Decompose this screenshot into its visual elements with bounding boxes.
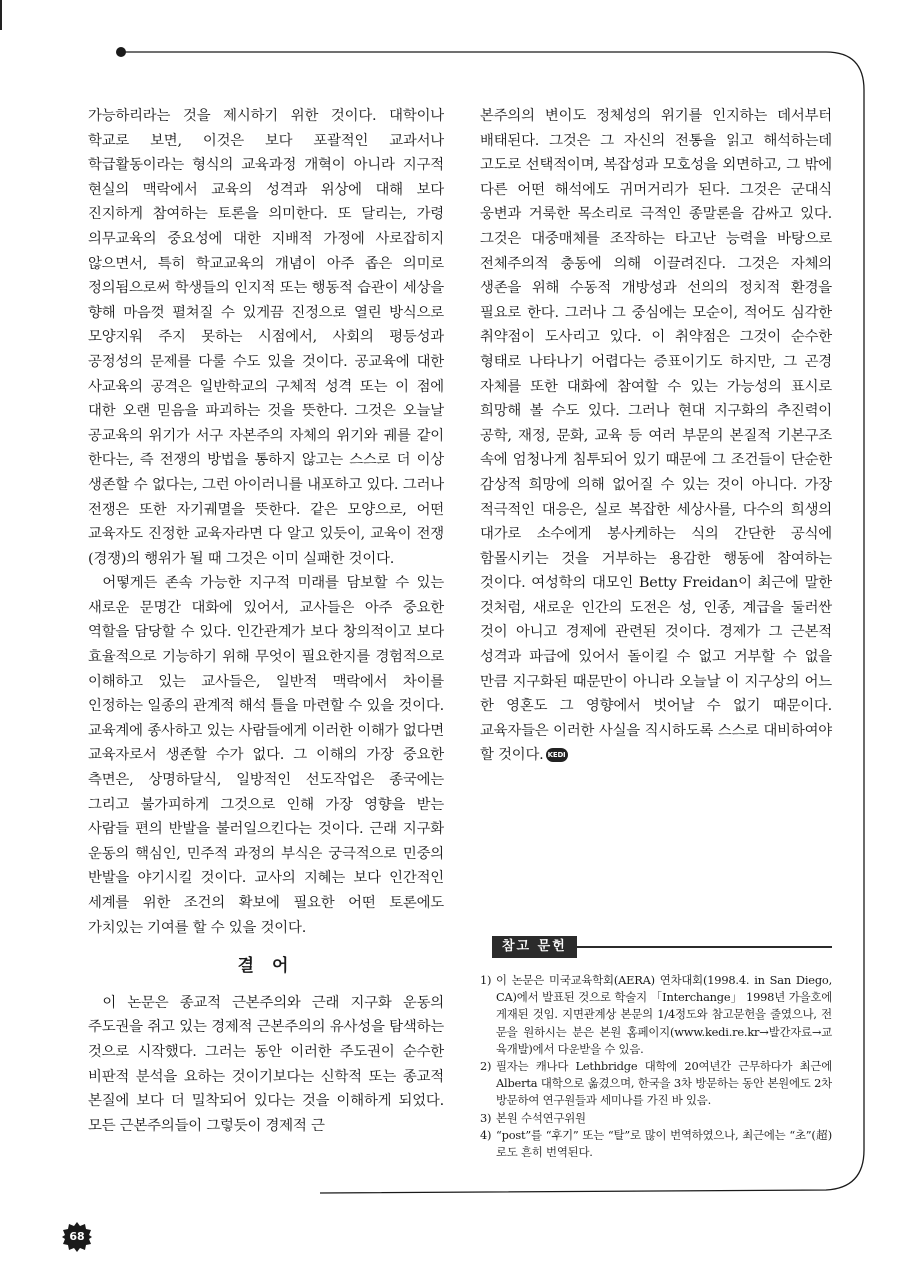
body-paragraph-text: 본주의의 변이도 정체성의 위기를 인지하는 데서부터 배태된다. 그것은 그 자신의 전통을 읽고 해석하는데 고도로 선택적이며, 복잡성과 모호성을 외면하고, 그 밖에 다른 어떤 해석에도 귀머거리가 된다. 그것은 군대식 웅변과 거룩한 목소리로 극적인 종말론을 감싸고 있다. 그것은 대중매체를 조작하는 타고난 능력을 바탕으로 전체주의적 충동에 의해 이끌려진다. 그것은 자체의 생존을 위해 수동적 개방성과 선의의 정치적 환경을 필요로 한다. 그러나 그 중심에는 모순이, 적어도 심각한 취약점이 도사리고 있다. 이 취약점은 그것이 순수한 형태로 나타나기 어렵다는 증표이기도 하지만, 그 곤경 자체를 또한 대화에 참여할 수 있는 가능성의 표시로 희망해 볼 수도 있다. 그러나 현대 지구화의 추진력이 공학, 재정, 문화, 교육 등 여러 부문의 본질적 기본구조 속에 엄청나게 침투되어 있기 때문에 그 조건들이 단순한 감상적 희망에 의해 없어질 수 있는 것이 아니다. 가장 적극적인 대응은, 실로 복잡한 세상사를, 다수의 희생의 대가로 소수에게 봉사케하는 식의 간단한 공식에 함몰시키는 것을 거부하는 용감한 행동에 참여하는 것이다. 여성학의 대모인 Betty Freidan이 최근에 말한 것처럼, 새로운 인간의 도전은 성, 인종, 계급을 둘러싼 것이 아니고 경제에 관련된 것이다. 경제가 그 근본적 성격과 파급에 있어서 돌이킬 수 없고 거부할 수 없을 만큼 지구화된 때문만이 아니라 오늘날 이 지구상의 어느 한 영혼도 그 영향에서 벗어날 수 없기 때문이다. 교육자들은 이러한 사실을 직시하도록 스스로 대비하여야 할 것이다. <box>480 108 832 764</box>
body-paragraph: 이 논문은 종교적 근본주의와 근래 지구화 운동의 주도권을 쥐고 있는 경제적 근본주의의 유사성을 탐색하는 것으로 시작했다. 그러는 동안 이러한 주도권이 순수한 비판적 분석을 요하는 것이기보다는 신학적 또는 종교적 본질에 보다 더 밀착되어 있다는 것을 이해하게 되었다. 모든 근본주의들이 그렇듯이 경제적 근 <box>88 994 444 1134</box>
reference-number: 2) <box>480 1059 492 1074</box>
reference-number: 4) <box>480 1127 492 1142</box>
reference-number: 3) <box>480 1110 492 1125</box>
section-heading-conclusion: 결 어 <box>237 956 295 977</box>
references-header <box>480 936 832 958</box>
reference-item <box>480 1110 832 1127</box>
reference-item <box>480 1058 832 1110</box>
references-title: 참고 문헌 <box>492 936 577 958</box>
body-paragraph: 가능하리라는 것을 제시하기 위한 것이다. 대학이나 학교로 보면, 이것은 보다 포괄적인 교과서나 학급활동이라는 형식의 교육과정 개혁이 아니라 지구적 현실의 맥락에서 교육의 성격과 위상에 대해 보다 진지하게 참여하는 토론을 의미한다. 또 달리는, 가령 의무교육의 중요성에 대한 지배적 가정에 사로잡히지 않으면서, 특히 학교교육의 개념이 아주 좁은 의미로 정의됨으로써 학생들의 인지적 또는 행동적 습관이 세상을 향해 마음껏 펼쳐질 수 있게끔 진정으로 열린 방식으로 모양지워 주지 못하는 시점에서, 사회의 평등성과 공정성의 문제를 다룰 수도 있을 것이다. 공교육에 대한 사교육의 공격은 일반학교의 구체적 성격 또는 이 점에 대한 오랜 믿음을 파괴하는 것을 뜻한다. 그것은 오늘날 공교육의 위기가 서구 자본주의 자체의 위기와 궤를 같이 한다는, 즉 전쟁의 방법을 통하지 않고는 스스로 더 이상 생존할 수 없다는, 그런 아이러니를 내포하고 있다. 그러나 전쟁은 또한 자기궤멸을 뜻한다. 같은 모양으로, 어떤 교육자도 진정한 교육자라면 다 알고 있듯이, 교육이 전쟁(경쟁)의 행위가 될 때 그것은 이미 실패한 것이다. <box>88 108 444 567</box>
right-column <box>480 104 832 768</box>
crop-mark <box>0 0 2 30</box>
body-paragraph <box>480 104 832 768</box>
reference-number: 1) <box>480 973 492 987</box>
references-section <box>480 936 832 1161</box>
body-paragraph: 어떻게든 존속 가능한 지구적 미래를 담보할 수 있는 새로운 문명간 대화에 있어서, 교사들은 아주 중요한 역할을 담당할 수 있다. 인간관계가 보다 창의적이고 보다 효율적으로 기능하기 위해 무엇이 필요한지를 경험적으로 이해하고 있는 교사들은, 일반적 맥락에서 차이를 인정하는 일종의 관계적 해석 틀을 마련할 수 있을 것이다. 교육계에 종사하고 있는 사람들에게 이러한 이해가 없다면 교육자로서 생존할 수가 없다. 그 이해의 가장 중요한 측면은, 상명하달식, 일방적인 선도작업은 종국에는 그리고 불가피하게 그것으로 인해 가장 영향을 받는 사람들 편의 반발을 불러일으킨다는 것이다. 근래 지구화 운동의 핵심인, 민주적 과정의 부식은 궁극적으로 민중의 반발을 야기시킬 것이다. 교사의 지혜는 보다 인간적인 세계를 위한 조건의 확보에 필요한 어떤 토론에도 가치있는 기여를 할 수 있을 것이다. <box>88 575 444 936</box>
page-number: 68 <box>69 1230 85 1243</box>
page-number-badge <box>62 1222 92 1252</box>
reference-item <box>480 972 832 1058</box>
reference-item <box>480 1127 832 1161</box>
end-mark-logo: KEDI <box>546 748 568 762</box>
reference-text: “post”를 “후기” 또는 “탈”로 많이 번역하였으나, 최근에는 “초”(超)로도 흔히 번역된다. <box>496 1127 832 1160</box>
left-column <box>88 104 444 1138</box>
reference-text: 필자는 캐나다 Lethbridge 대학에 20여년간 근무하다가 최근에 Alberta 대학으로 옮겼으며, 한국을 3차 방문하는 동안 본원에도 2차 방문하여 연구원들과 세미나를 가진 바 있음. <box>496 1059 832 1108</box>
reference-text: 이 논문은 미국교육학회(AERA) 연차대회(1998.4. in San Diego, CA)에서 발표된 것으로 학술지 「Interchange」 1998년 가을호에 게재된 것임. 지면관계상 본문의 1/4정도와 참고문헌을 줄였으나, 전문을 원하시는 분은 본원 홈페이지(www.kedi.re.kr→발간자료→교육개발)에서 다운받을 수 있음. <box>496 973 832 1056</box>
reference-text: 본원 수석연구위원 <box>496 1110 586 1125</box>
references-list <box>480 972 832 1161</box>
